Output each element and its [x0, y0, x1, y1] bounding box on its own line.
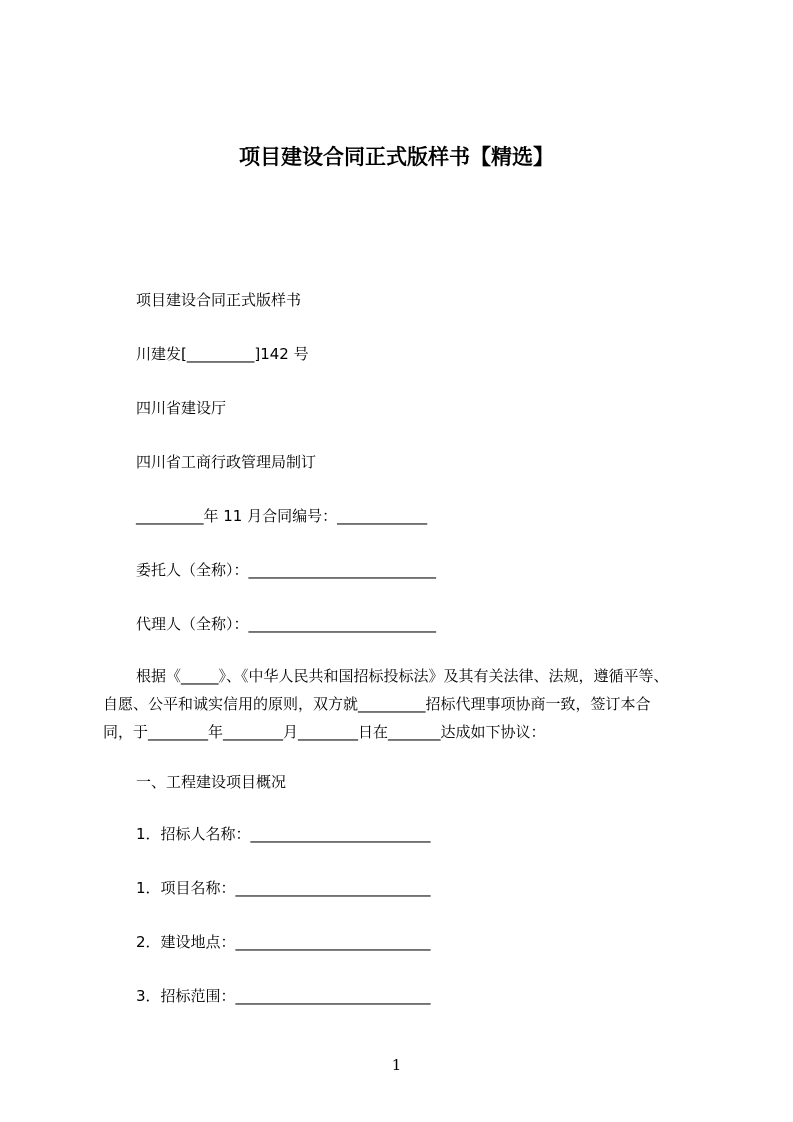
paragraph-line: 根据《_____》、《中华人民共和国招标投标法》及其有关法律、法规，遵循平等、 — [136, 667, 669, 685]
page-number: 1 — [391, 1056, 402, 1074]
principal-line: 委托人（全称）：_________________________ — [136, 561, 437, 579]
issuer-line: 四川省建设厅 — [136, 399, 227, 417]
paragraph-line: 自愿、公平和诚实信用的原则，双方就_________招标代理事项协商一致，签订本合 — [103, 695, 651, 713]
item-tender-scope: 3．招标范围：__________________________ — [136, 987, 431, 1005]
paragraph-line: 同，于________年________月________日在_______达成如下协议： — [103, 723, 546, 741]
document-title: 项目建设合同正式版样书【精选】 — [239, 145, 554, 169]
subtitle-line: 项目建设合同正式版样书 — [136, 291, 302, 309]
document-number-line: 川建发[_________]142 号 — [136, 345, 309, 363]
agent-line: 代理人（全称）：_________________________ — [136, 615, 437, 633]
item-tenderer-name: 1．招标人名称：________________________ — [136, 825, 431, 843]
issuer-line-2: 四川省工商行政管理局制订 — [136, 453, 317, 471]
agreement-paragraph — [103, 662, 693, 746]
item-project-name: 1．项目名称：__________________________ — [136, 879, 431, 897]
section-heading: 一、工程建设项目概况 — [136, 773, 287, 791]
item-construction-site: 2．建设地点：__________________________ — [136, 933, 431, 951]
date-contract-number-line: _________年 11 月合同编号：____________ — [136, 507, 428, 525]
